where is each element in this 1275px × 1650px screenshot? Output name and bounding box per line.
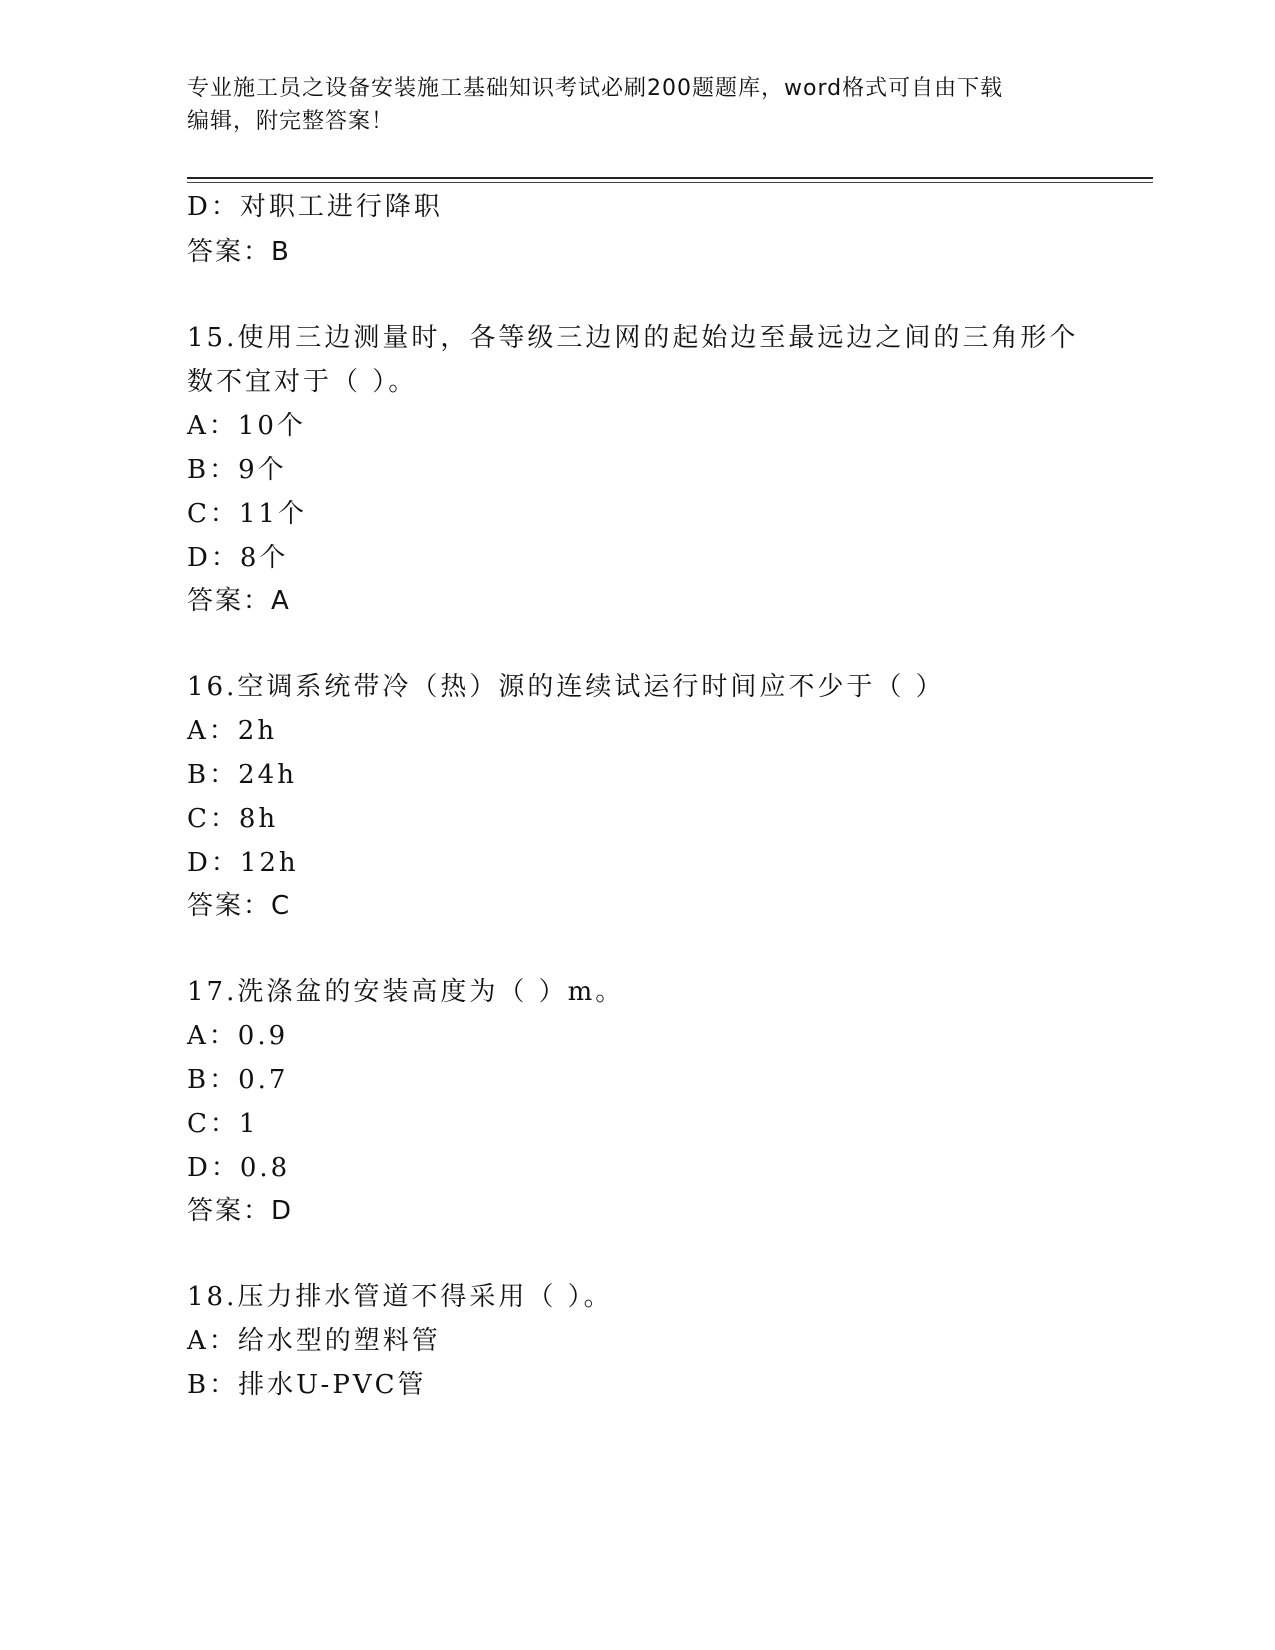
question-17-answer: 答案：D bbox=[187, 1196, 294, 1226]
question-16-option-c: C：8h bbox=[187, 804, 279, 834]
question-18-option-b: B：排水U-PVC管 bbox=[187, 1370, 427, 1400]
header-divider-thick bbox=[187, 177, 1153, 179]
question-16-answer: 答案：C bbox=[187, 891, 292, 921]
question-17-option-a: A：0.9 bbox=[187, 1021, 289, 1051]
question-15-stem-line-1: 15.使用三边测量时，各等级三边网的起始边至最远边之间的三角形个 bbox=[187, 323, 1079, 353]
question-16-stem-line-1: 16.空调系统带冷（热）源的连续试运行时间应不少于（ ） bbox=[187, 672, 945, 702]
question-15-option-d: D：8个 bbox=[187, 543, 289, 573]
question-18-stem-line-1: 18.压力排水管道不得采用（ ）。 bbox=[187, 1282, 613, 1312]
question-16-option-d: D：12h bbox=[187, 848, 299, 878]
question-18-option-a: A：给水型的塑料管 bbox=[187, 1326, 441, 1356]
question-15-option-c: C：11个 bbox=[187, 499, 307, 529]
question-16-option-b: B：24h bbox=[187, 760, 297, 790]
question-15-stem-line-2: 数不宜对于（ ）。 bbox=[187, 367, 418, 397]
question-15-answer: 答案：A bbox=[187, 586, 291, 616]
document-header bbox=[187, 72, 1087, 138]
question-17-option-d: D：0.8 bbox=[187, 1153, 291, 1183]
prev-option-d: D：对职工进行降职 bbox=[187, 192, 443, 222]
question-17-option-b: B：0.7 bbox=[187, 1065, 289, 1095]
header-line-2: 编辑，附完整答案！ bbox=[187, 109, 395, 134]
question-16-option-a: A：2h bbox=[187, 716, 278, 746]
prev-answer: 答案：B bbox=[187, 237, 291, 267]
header-divider-thin bbox=[187, 182, 1153, 183]
question-17-stem-line-1: 17.洗涤盆的安装高度为（ ）m。 bbox=[187, 977, 625, 1007]
question-15-option-b: B：9个 bbox=[187, 455, 287, 485]
question-17-option-c: C：1 bbox=[187, 1109, 259, 1139]
question-15-option-a: A：10个 bbox=[187, 411, 306, 441]
header-line-1: 专业施工员之设备安装施工基础知识考试必刷200题题库，word格式可自由下载 bbox=[187, 76, 1004, 101]
